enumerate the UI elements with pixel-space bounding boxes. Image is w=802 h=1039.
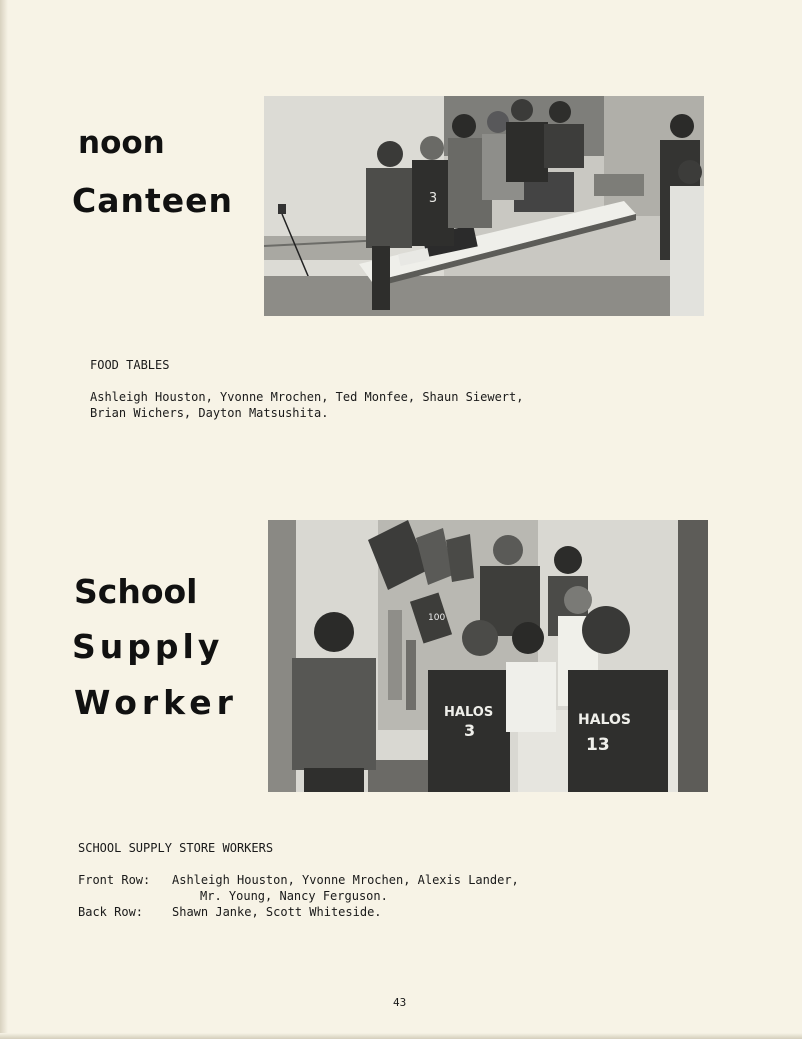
canteen-heading-line1: noon (78, 125, 165, 161)
supply-caption-title: SCHOOL SUPPLY STORE WORKERS (78, 841, 274, 855)
front-row-label: Front Row: (78, 873, 151, 887)
food-tables-caption-title: FOOD TABLES (90, 358, 170, 372)
back-row-label: Back Row: (78, 905, 144, 919)
canteen-heading-line2: Canteen (72, 181, 234, 220)
page-number: 43 (393, 996, 407, 1009)
canteen-photo (264, 96, 704, 316)
food-tables-names-line1: Ashleigh Houston, Yvonne Mrochen, Ted Monfee, Shaun Siewert, (90, 390, 524, 404)
supply-jersey-number-right: 13 (586, 735, 610, 755)
supply-heading-line1: School (74, 572, 198, 611)
supply-sign-number: 100 (428, 613, 446, 623)
supply-jersey-text-right: HALOS (578, 712, 631, 728)
front-row-names-line2: Mr. Young, Nancy Ferguson. (200, 889, 388, 903)
back-row-names: Shawn Janke, Scott Whiteside. (172, 905, 382, 919)
food-tables-names-line2: Brian Wichers, Dayton Matsushita. (90, 406, 329, 420)
page-bottom-edge (0, 1033, 802, 1039)
supply-jersey-text-left: HALOS (444, 705, 494, 720)
front-row-names-line1: Ashleigh Houston, Yvonne Mrochen, Alexis Lander, (172, 873, 519, 887)
canteen-photo-image (264, 96, 704, 316)
supply-photo (268, 520, 708, 792)
supply-heading-line3: Worker (74, 683, 238, 722)
page-binding-edge (0, 0, 8, 1039)
canteen-jersey-number: 3 (428, 191, 438, 206)
supply-heading-line2: Supply (72, 627, 224, 666)
supply-photo-image (268, 520, 708, 792)
supply-jersey-number-left: 3 (464, 721, 476, 740)
food-tables-names (90, 389, 523, 421)
